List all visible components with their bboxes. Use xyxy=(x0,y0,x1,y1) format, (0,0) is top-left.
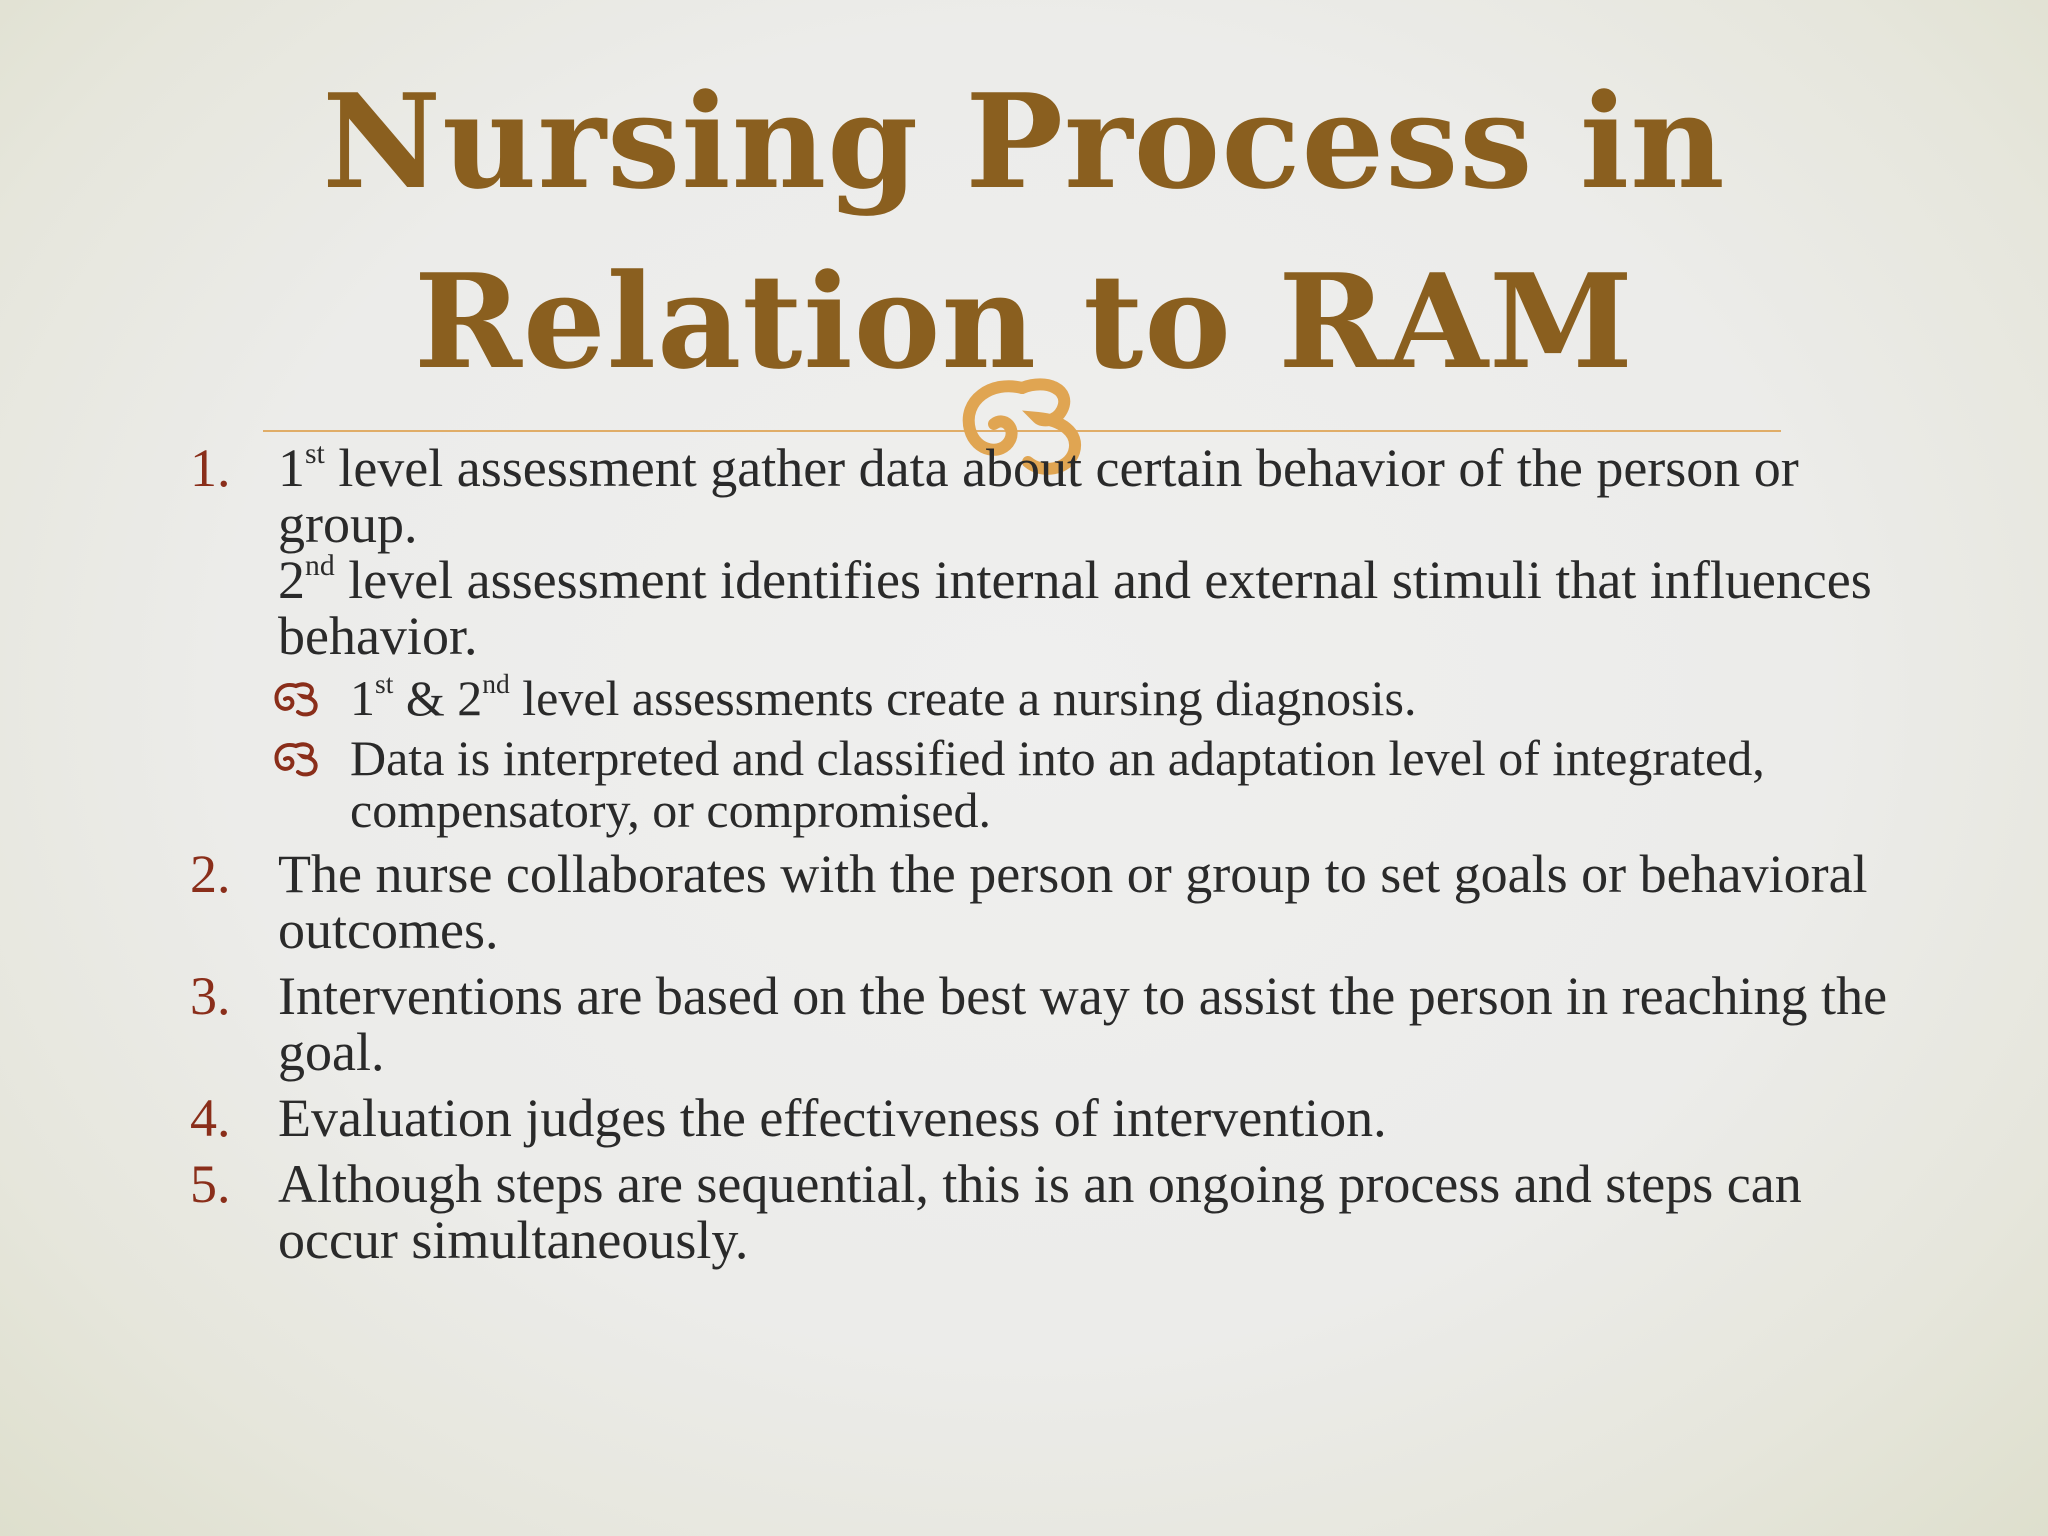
item-paragraph-2 xyxy=(278,549,1890,666)
item-text: level assessment identifies internal and external stimuli that influences behavior. xyxy=(278,550,1872,666)
ordinal-number: 2 xyxy=(278,550,305,610)
list-item xyxy=(190,846,1890,958)
slide-title xyxy=(0,52,2048,412)
ordinal-suffix: st xyxy=(305,437,325,470)
ordinal-suffix: nd xyxy=(305,549,335,582)
item-paragraph-1 xyxy=(278,437,1890,554)
ordinal-suffix: nd xyxy=(482,668,510,700)
item-text: Evaluation judges the effectiveness of intervention. xyxy=(278,1088,1387,1148)
list-number: 3. xyxy=(190,966,231,1026)
ordinal-suffix: st xyxy=(375,668,394,700)
sub-text: Data is interpreted and classified into an adaptation level of integrated, compensatory, or compromised. xyxy=(350,730,1765,838)
item-text: Interventions are based on the best way to assist the person in reaching the goal. xyxy=(278,966,1888,1082)
title-line-2: Relation to RAM xyxy=(413,245,1635,398)
item-text: The nurse collaborates with the person or group to set goals or behavioral outcomes. xyxy=(278,844,1868,960)
curly-flourish-bullet-icon xyxy=(270,678,322,718)
list-item xyxy=(190,968,1890,1080)
sub-list-item xyxy=(190,732,1890,836)
sub-text: level assessments create a nursing diagnosis. xyxy=(509,670,1417,726)
list-item xyxy=(190,1090,1890,1146)
item-text: Although steps are sequential, this is an ongoing process and steps can occur simultaneously. xyxy=(278,1154,1802,1270)
item-text: level assessment gather data about certain behavior of the person or group. xyxy=(278,438,1799,554)
list-number: 2. xyxy=(190,844,231,904)
title-line-1: Nursing Process in xyxy=(322,65,1726,218)
list-number: 4. xyxy=(190,1088,231,1148)
sub-list xyxy=(278,668,1890,838)
sub-text: & 2 xyxy=(393,670,483,726)
list-number: 5. xyxy=(190,1154,231,1214)
ordinal-number: 1 xyxy=(278,438,305,498)
list-number: 1. xyxy=(190,438,231,498)
slide-content xyxy=(190,437,1890,1278)
curly-flourish-bullet-icon xyxy=(270,738,322,778)
sub-list-item xyxy=(190,668,1890,726)
ordinal-number: 1 xyxy=(350,670,375,726)
list-item xyxy=(190,1156,1890,1268)
list-item xyxy=(190,437,1890,838)
